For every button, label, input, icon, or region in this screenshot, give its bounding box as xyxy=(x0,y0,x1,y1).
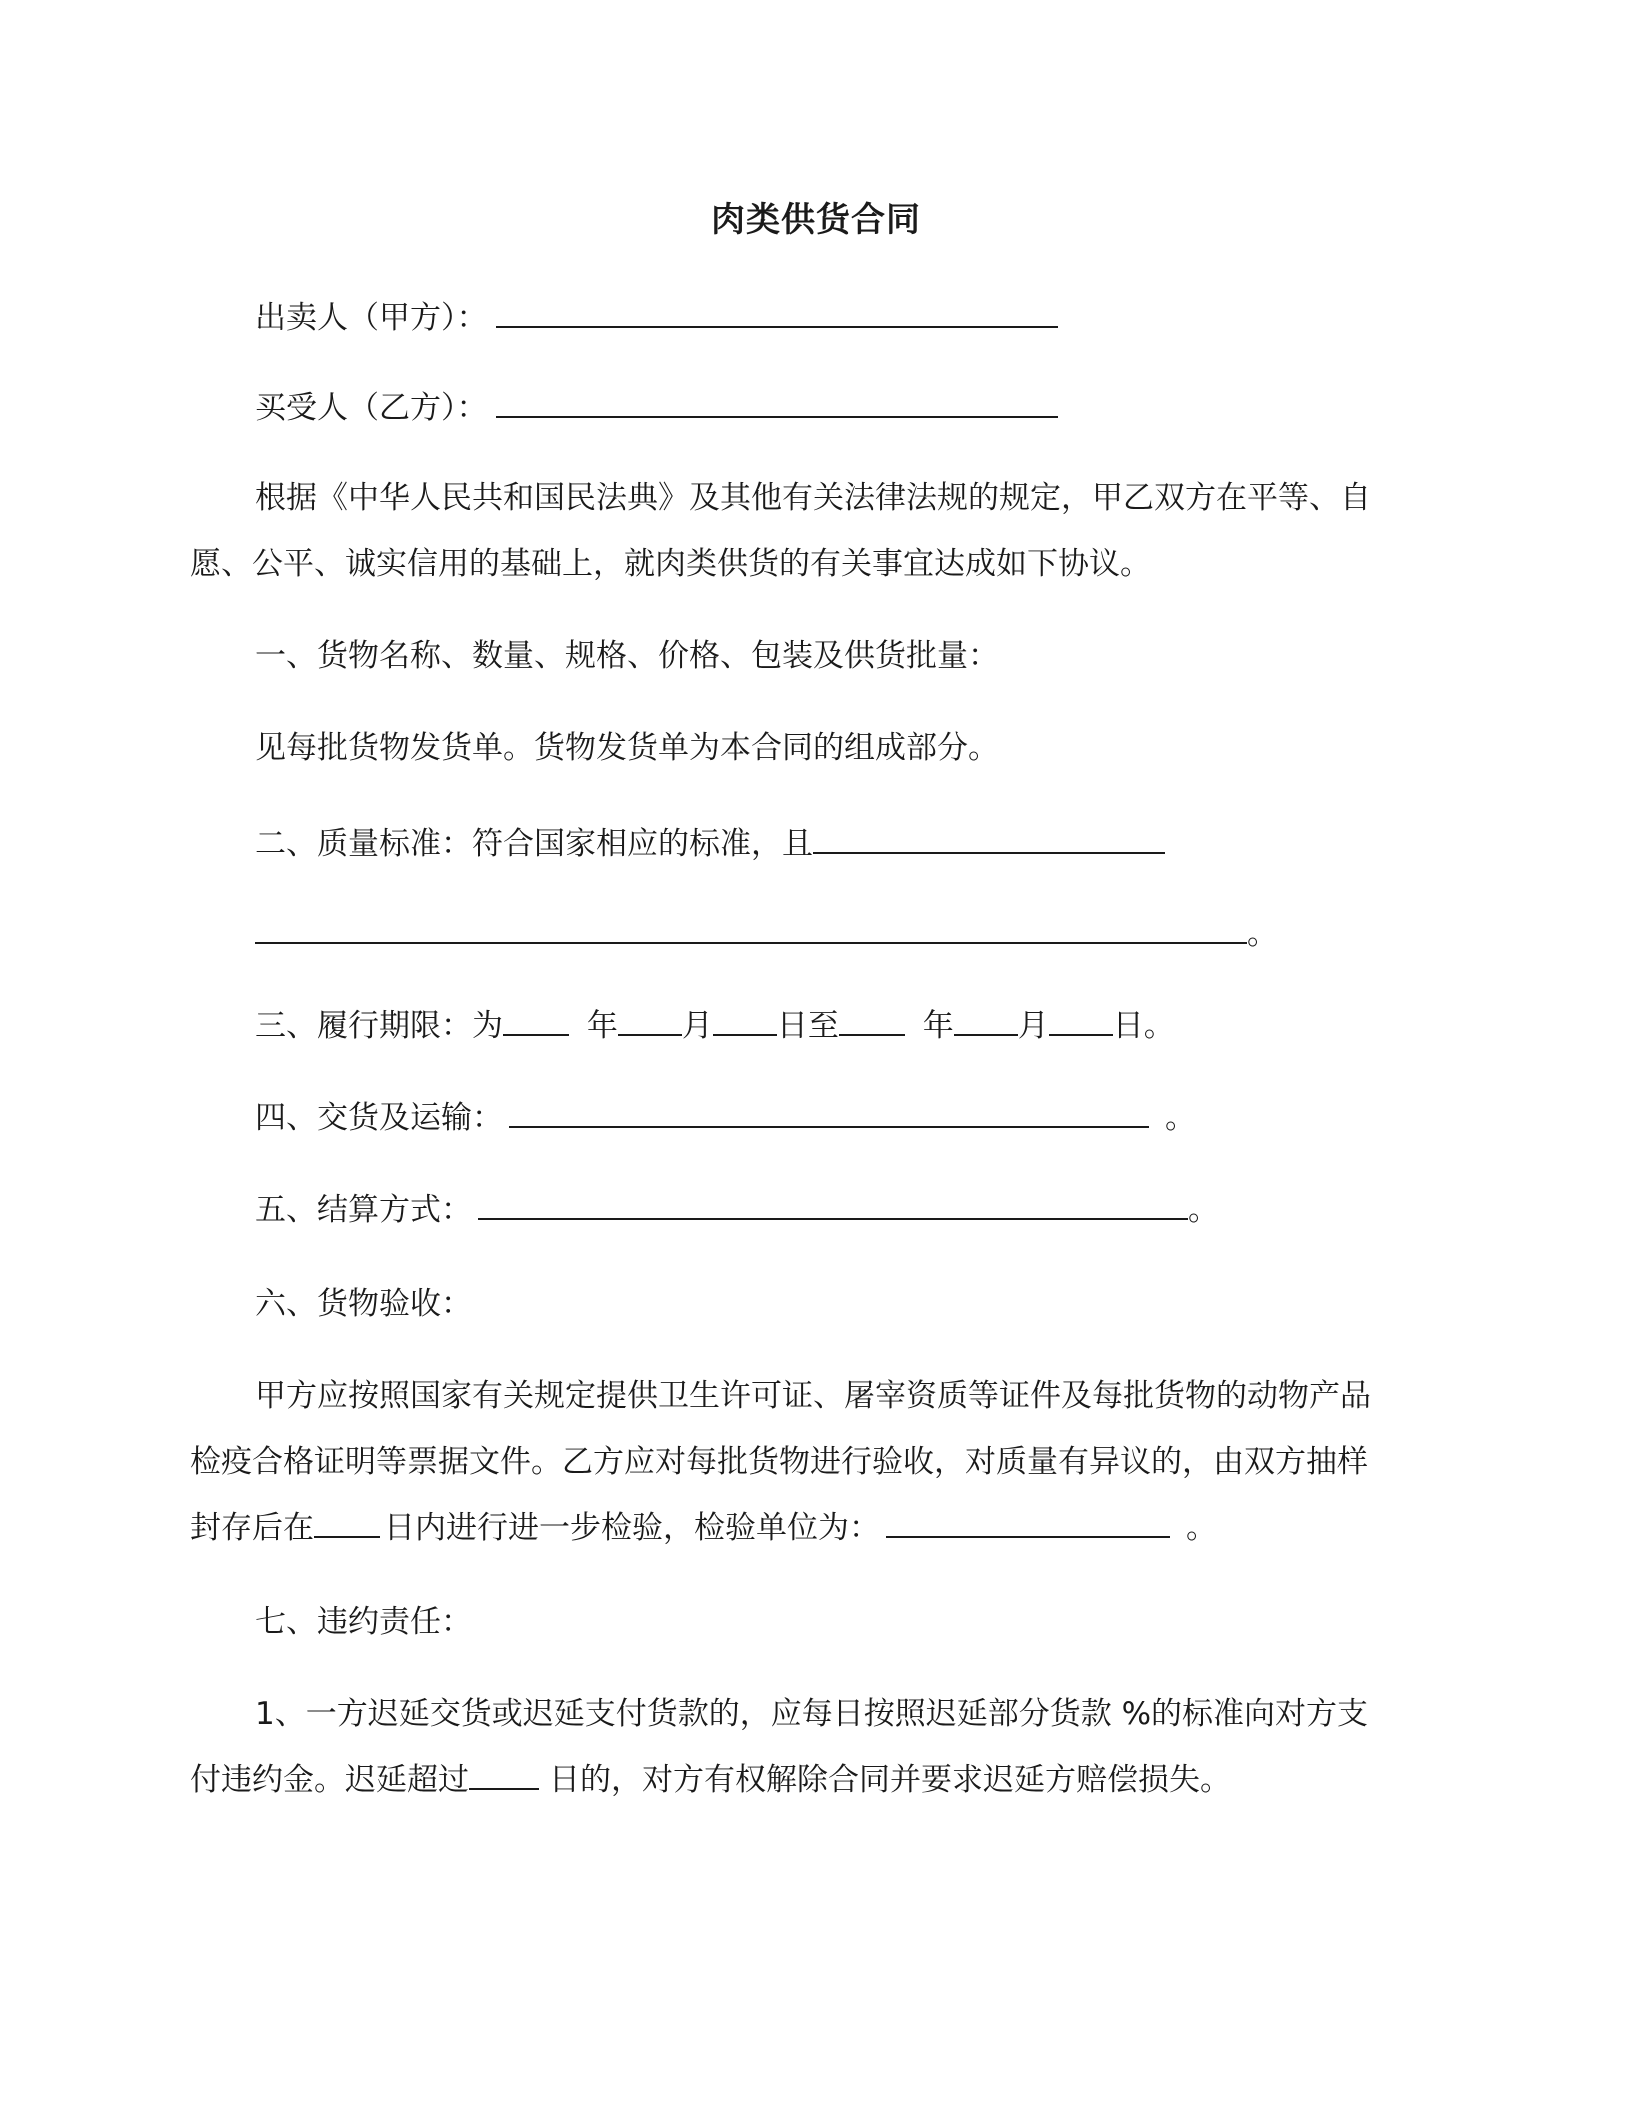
buyer-name-blank[interactable] xyxy=(496,390,1058,418)
inspection-days-blank[interactable] xyxy=(314,1510,380,1538)
start-month-blank[interactable] xyxy=(618,1008,682,1036)
section3-month-label: 月 xyxy=(681,1008,713,1044)
start-year-blank[interactable] xyxy=(503,1008,569,1036)
section5-line xyxy=(255,1188,1219,1232)
section7-item1-line2-b: 日的，对方有权解除合同并要求迟延方赔偿损失。 xyxy=(549,1762,1231,1798)
section6-line-1: 甲方应按照国家有关规定提供卫生许可证、屠宰资质等证件及每批货物的动物产品 xyxy=(255,1378,1371,1414)
section6-heading: 六、货物验收： xyxy=(255,1286,472,1322)
section3-month2-label: 月 xyxy=(1017,1008,1049,1044)
section6-line3-a: 封存后在 xyxy=(190,1510,314,1546)
section4-label: 四、交货及运输： xyxy=(255,1100,503,1136)
buyer-line xyxy=(255,386,1058,430)
end-year-blank[interactable] xyxy=(839,1008,905,1036)
end-day-blank[interactable] xyxy=(1049,1008,1113,1036)
buyer-label: 买受人（乙方）： xyxy=(255,390,488,426)
section4-line xyxy=(255,1096,1196,1140)
section7-item1-line2-a: 付违约金。迟延超过 xyxy=(190,1762,469,1798)
inspection-unit-blank[interactable] xyxy=(886,1510,1170,1538)
section7-item1-line-1: 1、一方迟延交货或迟延支付货款的，应每日按照迟延部分货款 %的标准向对方支 xyxy=(255,1696,1369,1732)
section7-item1-line-2 xyxy=(190,1758,1231,1802)
delivery-transport-blank[interactable] xyxy=(509,1100,1149,1128)
start-day-blank[interactable] xyxy=(713,1008,777,1036)
section6-line3-end: 。 xyxy=(1186,1510,1217,1546)
quality-standard-blank-2[interactable] xyxy=(255,916,1247,944)
section3-line xyxy=(255,1004,1175,1048)
section5-end: 。 xyxy=(1188,1192,1219,1228)
section5-label: 五、结算方式： xyxy=(255,1192,472,1228)
section2-label: 二、质量标准：符合国家相应的标准，且 xyxy=(255,826,813,862)
quality-standard-blank-1[interactable] xyxy=(813,826,1165,854)
section3-day-to-label: 日至 xyxy=(776,1008,839,1044)
section6-line-2: 检疫合格证明等票据文件。乙方应对每批货物进行验收，对质量有异议的，由双方抽样 xyxy=(190,1444,1368,1480)
seller-line xyxy=(255,296,1058,340)
seller-label: 出卖人（甲方）： xyxy=(255,300,488,336)
page-title: 肉类供货合同 xyxy=(711,200,921,240)
section2-end: 。 xyxy=(1247,916,1278,952)
seller-name-blank[interactable] xyxy=(496,300,1058,328)
section3-prefix: 三、履行期限：为 xyxy=(255,1008,503,1044)
section3-day-end-label: 日。 xyxy=(1112,1008,1175,1044)
section1-body: 见每批货物发货单。货物发货单为本合同的组成部分。 xyxy=(255,730,999,766)
section3-year-label: 年 xyxy=(586,1008,618,1044)
preamble-line-1: 根据《中华人民共和国民法典》及其他有关法律法规的规定，甲乙双方在平等、自 xyxy=(255,480,1371,516)
end-month-blank[interactable] xyxy=(954,1008,1018,1036)
section6-line3-b: 日内进行进一步检验，检验单位为： xyxy=(384,1510,880,1546)
delay-days-blank[interactable] xyxy=(469,1762,539,1790)
section6-line-3 xyxy=(190,1506,1217,1550)
section1-heading: 一、货物名称、数量、规格、价格、包装及供货批量： xyxy=(255,638,999,674)
section2-line xyxy=(255,822,1165,866)
section4-end: 。 xyxy=(1165,1100,1196,1136)
preamble-line-2: 愿、公平、诚实信用的基础上，就肉类供货的有关事宜达成如下协议。 xyxy=(190,546,1151,582)
section2-line-2 xyxy=(255,912,1278,956)
section7-heading: 七、违约责任： xyxy=(255,1604,472,1640)
section3-year2-label: 年 xyxy=(922,1008,954,1044)
settlement-method-blank[interactable] xyxy=(478,1192,1188,1220)
